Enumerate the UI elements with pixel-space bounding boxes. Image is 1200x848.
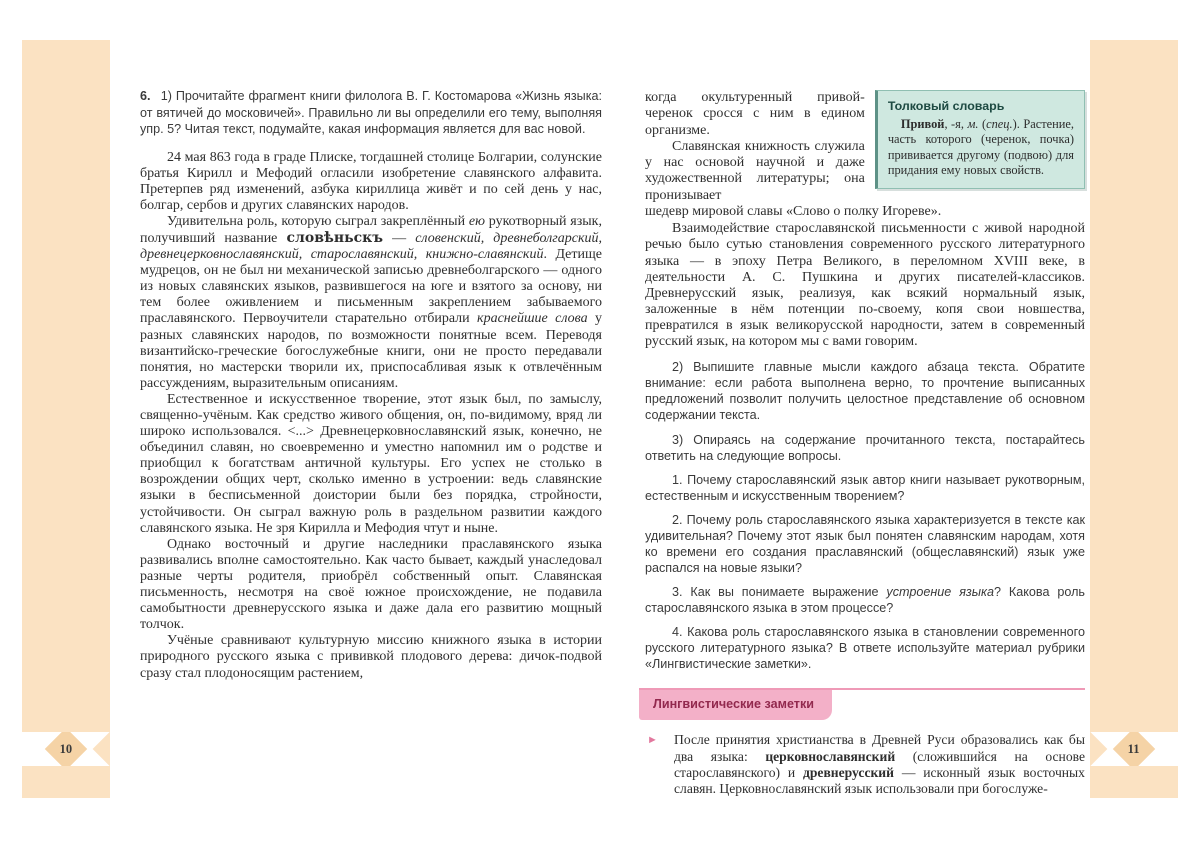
- dictionary-title: Толковый словарь: [887, 99, 1005, 113]
- continuation-column: [645, 90, 865, 204]
- dictionary-box: [875, 90, 1085, 189]
- notes-top-rule: [639, 688, 1085, 720]
- task-2: 2) Выпишите главные мысли каждого абзаца текста. Обратите внимание: если работа выполнена верно, то прочтение выписанных предложений позволит получить целостное представление об основном содержании текста.: [645, 360, 1085, 423]
- notes-section-title: Лингвистические заметки: [639, 690, 832, 720]
- linguistic-notes-section: [645, 688, 1085, 798]
- notes-text: После принятия христианства в Древней Руси образовались как бы два языка: церковнославянский (сложившийся на основе старославянского) и древнерусский — исконный язык восточных славян. Церковнославянский язык использовали при богослуже-: [674, 732, 1086, 797]
- left-band-notch: [93, 732, 110, 766]
- body-paragraph: 24 мая 863 года в граде Плиске, тогдашней столице Болгарии, солунские братья Кирилл и Мефодий огласили изобретение славянского алфавита. Претерпев ряд изменений, азбука кириллица живёт и по сей день у нас, болгар, сербов и других славянских народов.: [140, 149, 602, 213]
- body-paragraph-overflow-line: шедевр мировой славы «Слово о полку Игореве».: [645, 204, 942, 220]
- body-paragraph: Славянская книжность служила у нас основой научной и даже художественной литературы; она пронизывает: [645, 138, 865, 203]
- question-4: 4. Какова роль старославянского языка в становлении современного русского литературного языка? В ответе используйте материал рубрики «Лингвистические заметки».: [645, 625, 1085, 672]
- body-paragraph: Учёные сравнивают культурную миссию книжного языка в истории природного русского языка с прививкой плодового дерева: дичок-подвой сразу стал плодоносящим растением,: [140, 633, 602, 681]
- right-band-notch: [1090, 732, 1107, 766]
- right-page-number-band: [1090, 732, 1178, 766]
- question-1: 1. Почему старославянский язык автор книги называет рукотворным, естественным и искусственным творением?: [645, 473, 1085, 504]
- notes-body: [645, 732, 1085, 798]
- task-3: 3) Опираясь на содержание прочитанного текста, постарайтесь ответить на следующие вопросы.: [645, 433, 1085, 464]
- left-page-number-band: [22, 732, 110, 766]
- triangle-bullet-icon: ►: [647, 734, 658, 747]
- body-paragraph: когда окультуренный привой-черенок сросся с ним в едином организме.: [645, 90, 865, 138]
- left-page: [140, 88, 602, 682]
- left-margin-strip: [22, 40, 110, 798]
- body-paragraph: Естественное и искусственное творение, этот язык был, по замыслу, священно-учёным. Как средство живого общения, он, по-видимому, вряд ли широко использовался. <...> Древнецерковнославянский язык, конечно, не объединил славян, но своевременно и уместно напомнил им о родстве и приобщил к богатствам античной культуры. Его успех не столько в возрождении общих черт, сколько именно в устроении: ведь славянские языки в бесписьменной доистории были без порядка, стройности, устойчивости. Он сыграл важную роль в раздельном развитии каждого славянского языка. Не зря Кирилла и Мефодия чтут и ныне.: [140, 391, 602, 536]
- left-page-number-diamond: [45, 732, 87, 766]
- right-page: [645, 90, 1085, 798]
- right-page-number-diamond: [1113, 732, 1155, 766]
- left-page-number: 10: [59, 741, 73, 756]
- right-page-number: 11: [1128, 741, 1140, 756]
- body-paragraph: Взаимодействие старославянской письменности с живой народной речью было сутью становления современного русского литературного языка — в эпоху Петра Великого, в переломном XVIII веке, в деятельности А. С. Пушкина и других писателей-классиков. Древнерусский язык, реализуя, как всякий нормальный язык, заложенные в нём потенции по-своему, копя свои новшества, превратился в язык великорусской народности, затем в современный русский язык, на котором мы с вами говорим.: [645, 221, 1085, 350]
- body-paragraph: Однако восточный и другие наследники праславянского языка развивались вполне самостоятельно. Как часто бывает, каждый унаследовал разные черты родителя, приобрёл собственный опыт. Славянская письменность, несмотря на своё южное происхождение, не подавила самобытности древнерусского языка и даже дала его развитию мощный толчок.: [140, 536, 602, 633]
- body-paragraph: Удивительна роль, которую сыграл закреплённый ею рукотворный язык, получивший название словѣньскъ — словенский, древнеболгарский, древнецерковнославянский, старославянский, книжно-славянский. Детище мудрецов, он не был ни механической записью древнеболгарского — одного из новых славянских языков, развившегося на юге и взятого за основу, ни тем более оживлением и письменным закреплением забываемого праславянского. Первоучители старательно отбирали краснейшие слова у разных славянских народов, по возможности понятные всем. Переводя византийско-греческие богослужебные книги, они не просто передавали понятия, но мастерски творили их, приспосабливая язык к отвлечённым рассуждениям, выразительным описаниям.: [140, 213, 603, 391]
- right-margin-strip: [1090, 40, 1178, 798]
- question-3: 3. Как вы понимаете выражение устроение языка? Какова роль старославянского языка в этом процессе?: [645, 585, 1085, 616]
- question-2: 2. Почему роль старославянского языка характеризуется в тексте как удивительная? Почему этот язык был понятен славянским народам, хотя ко времени его создания праславянский (общеславянский) язык уже распался на новые языки?: [645, 513, 1085, 576]
- dictionary-entry: Привой, -я, м. (спец.). Растение, часть которого (черенок, почка) прививается другому (подвою) для придания ему новых свойств.: [887, 117, 1074, 178]
- exercise-6-task-1: 6. 1) Прочитайте фрагмент книги филолога В. Г. Костомарова «Жизнь языка: от вятичей до московичей». Правильно ли вы определили его тему, выполняя упр. 5? Читая текст, подумайте, какая информация является для вас новой.: [140, 89, 602, 136]
- text-and-dictionary-columns: [645, 90, 1085, 204]
